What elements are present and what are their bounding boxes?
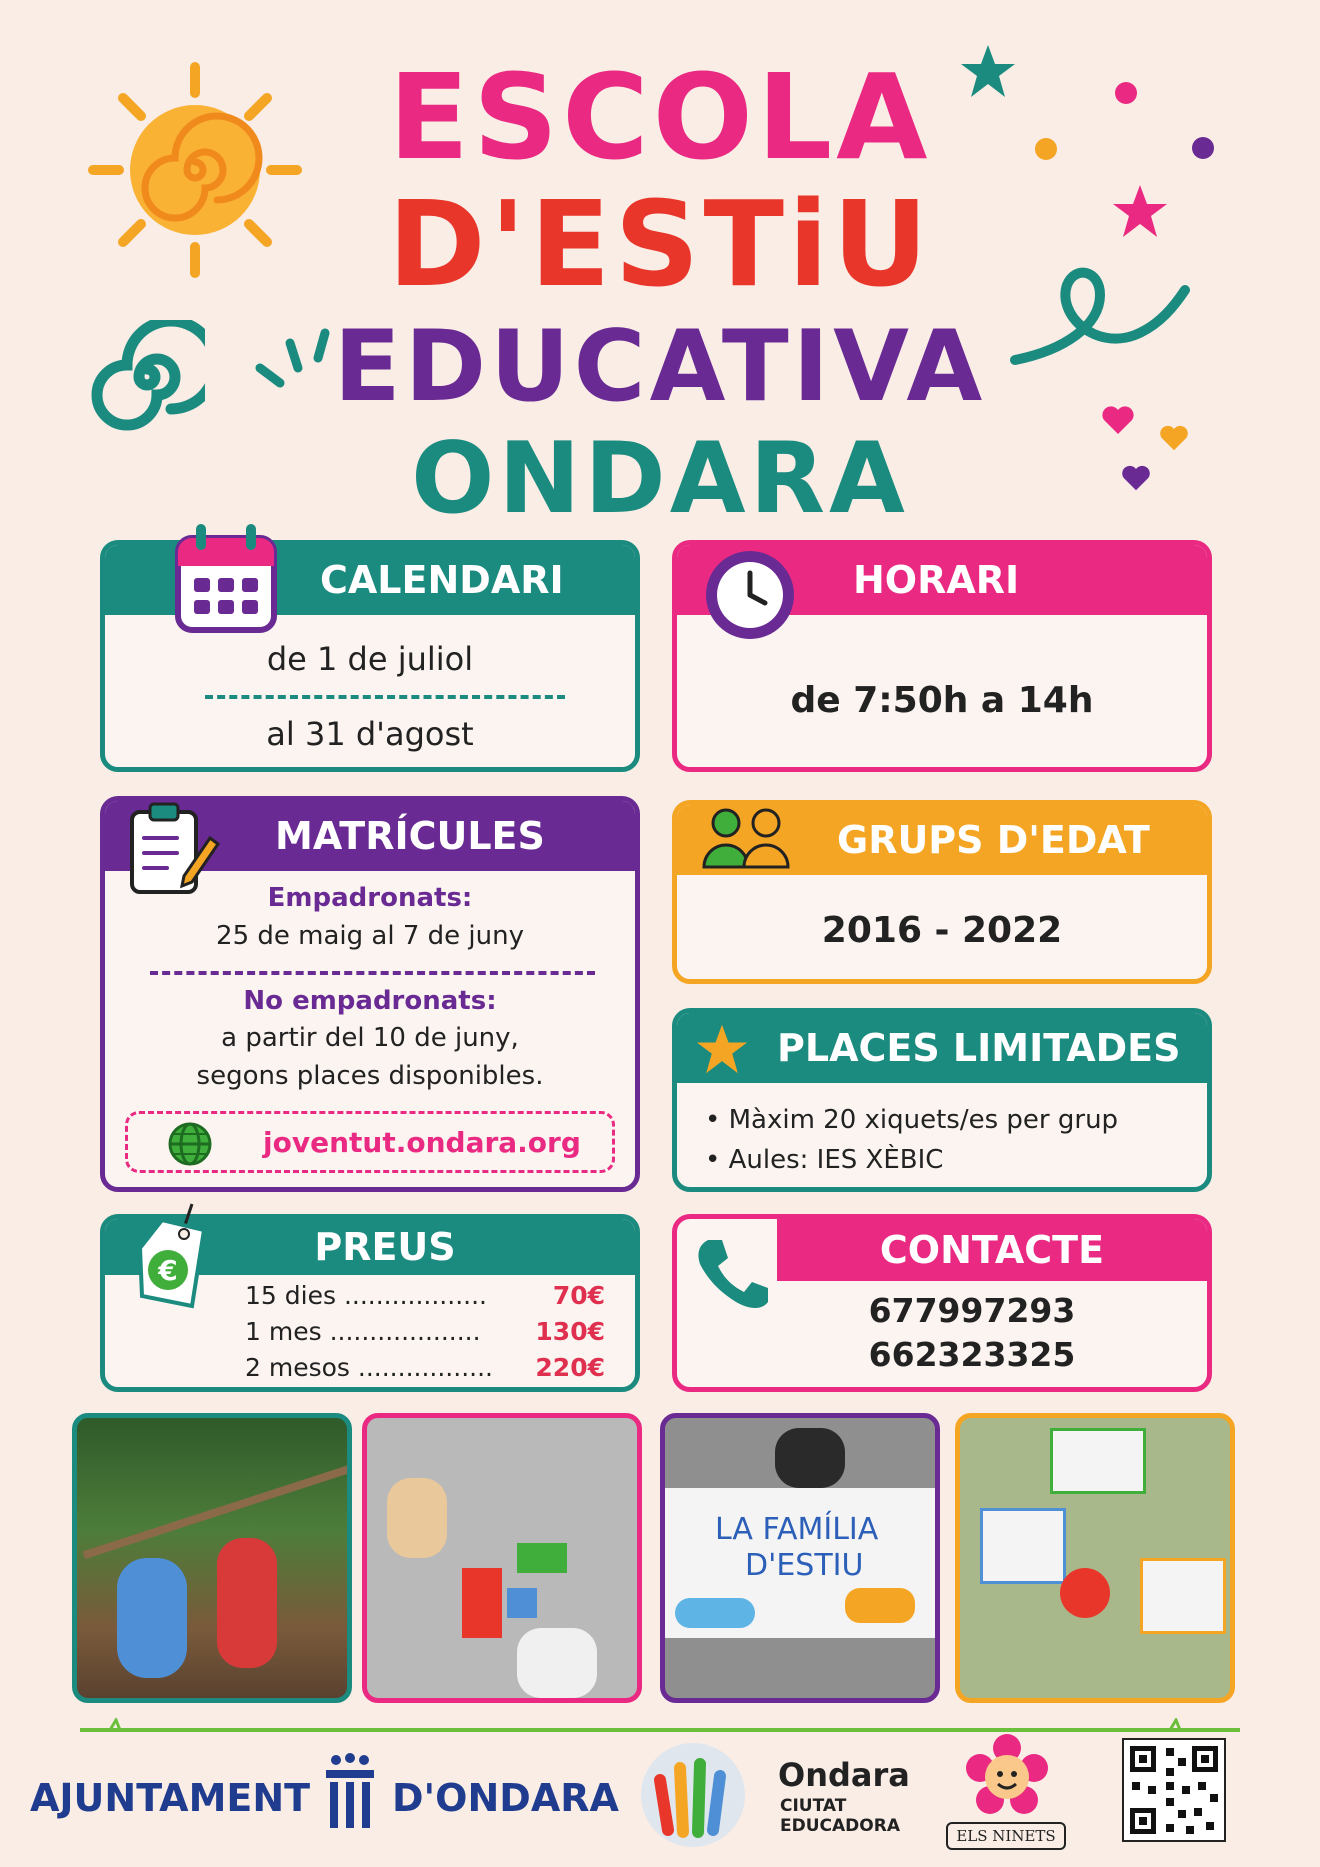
child-figure: [117, 1558, 187, 1678]
paint-bowl: [1060, 1568, 1110, 1618]
website-text: joventut.ondara.org: [263, 1126, 581, 1159]
divider: [150, 971, 595, 975]
price-label: 2 mesos: [245, 1353, 350, 1382]
title-line-4: ONDARA: [411, 422, 909, 536]
title-line-1: ESCOLA: [388, 48, 932, 186]
price-label: 15 dies: [245, 1281, 336, 1310]
painting: [1050, 1428, 1146, 1494]
ninets-text: ELS NINETS: [946, 1822, 1066, 1850]
price-row: [245, 1281, 605, 1310]
ajuntament-logo[interactable]: [30, 1752, 630, 1832]
price-value: 130€: [535, 1317, 605, 1346]
ciutat-educadora-logo[interactable]: [778, 1756, 948, 1836]
flower-face-icon: [964, 1734, 1050, 1820]
paint-splash: [845, 1588, 915, 1623]
places-item: • Aules: IES XÈBIC: [705, 1145, 944, 1175]
photo-painting-table: [955, 1413, 1235, 1703]
matricules-heading: MATRÍCULES: [275, 814, 545, 858]
ajuntament-right-text: D'ONDARA: [392, 1776, 619, 1820]
banner: [665, 1488, 940, 1638]
website-link[interactable]: [125, 1111, 615, 1173]
hands-logo-icon: [638, 1740, 748, 1850]
child-figure: [517, 1628, 597, 1698]
child-figure: [217, 1538, 277, 1668]
phone-icon: [692, 1232, 772, 1312]
paint-splash: [675, 1598, 755, 1628]
contacte-header: [777, 1219, 1207, 1281]
painting: [1140, 1558, 1226, 1634]
title-line-3: EDUCATIVA: [333, 310, 987, 424]
places-item-text: Aules: IES XÈBIC: [728, 1145, 944, 1175]
photo-building-blocks: [362, 1413, 642, 1703]
price-tag-icon: [122, 1198, 222, 1318]
price-dots: ...................: [329, 1317, 481, 1346]
price-dots: ..................: [343, 1281, 487, 1310]
preus-heading: PREUS: [314, 1225, 456, 1269]
price-value: 70€: [552, 1281, 605, 1310]
price-value: 220€: [535, 1353, 605, 1382]
calendar-icon: [172, 520, 280, 638]
photo-forest-walk: [72, 1413, 352, 1703]
child-figure: [387, 1478, 447, 1558]
photo-family-banner: [660, 1413, 940, 1703]
clipboard-icon: [122, 798, 222, 898]
grups-years: 2016 - 2022: [821, 910, 1063, 951]
empadronats-text: 25 de maig al 7 de juny: [216, 921, 524, 951]
ciutat-name: Ondara: [778, 1756, 910, 1794]
blocks: [507, 1588, 537, 1618]
ciutat-sub-1: CIUTAT: [780, 1796, 847, 1816]
price-row: [245, 1317, 605, 1346]
no-empadronats-label: No empadronats:: [243, 986, 497, 1016]
no-empadronats-line-1: a partir del 10 de juny,: [221, 1023, 519, 1053]
banner-text-line-1: LA FAMÍLIA: [715, 1512, 879, 1547]
places-heading: PLACES LIMITADES: [777, 1026, 1181, 1070]
els-ninets-logo[interactable]: [942, 1734, 1072, 1850]
railing: [83, 1465, 352, 1559]
places-header: [677, 1013, 1207, 1083]
calendari-to: al 31 d'agost: [266, 715, 474, 753]
horari-heading: HORARI: [853, 558, 1020, 602]
places-item-text: Màxim 20 xiquets/es per grup: [728, 1105, 1119, 1135]
ajuntament-left-text: AJUNTAMENT: [30, 1776, 311, 1820]
price-row: [245, 1353, 605, 1382]
phone-number[interactable]: 677997293: [868, 1291, 1076, 1330]
empadronats-label: Empadronats:: [267, 883, 473, 913]
contacte-heading: CONTACTE: [879, 1228, 1105, 1272]
blocks: [462, 1568, 502, 1638]
clock-icon: [700, 545, 800, 645]
places-item: • Màxim 20 xiquets/es per grup: [705, 1105, 1119, 1135]
horari-text: de 7:50h a 14h: [790, 680, 1094, 721]
svg-text:€: €: [158, 1254, 178, 1287]
calendari-from: de 1 de juliol: [266, 640, 474, 678]
qr-code-icon[interactable]: [1122, 1738, 1226, 1842]
ondara-crest-icon: [322, 1752, 378, 1832]
title-line-2: D'ESTiU: [387, 175, 933, 313]
price-label: 1 mes: [245, 1317, 322, 1346]
people-icon: [700, 805, 792, 871]
ciutat-sub-2: EDUCADORA: [780, 1816, 900, 1836]
grups-heading: GRUPS D'EDAT: [837, 818, 1150, 862]
child-figure: [775, 1428, 845, 1488]
phone-number[interactable]: 662323325: [868, 1335, 1076, 1374]
painting: [980, 1508, 1066, 1584]
star-icon: [694, 1022, 750, 1076]
blocks: [517, 1543, 567, 1573]
divider: [205, 695, 565, 699]
globe-icon: [168, 1122, 212, 1166]
places-card: [672, 1008, 1212, 1192]
price-dots: .................: [357, 1353, 493, 1382]
banner-text-line-2: D'ESTIU: [745, 1548, 864, 1583]
no-empadronats-line-2: segons places disponibles.: [196, 1061, 544, 1091]
calendari-heading: CALENDARI: [320, 558, 564, 602]
